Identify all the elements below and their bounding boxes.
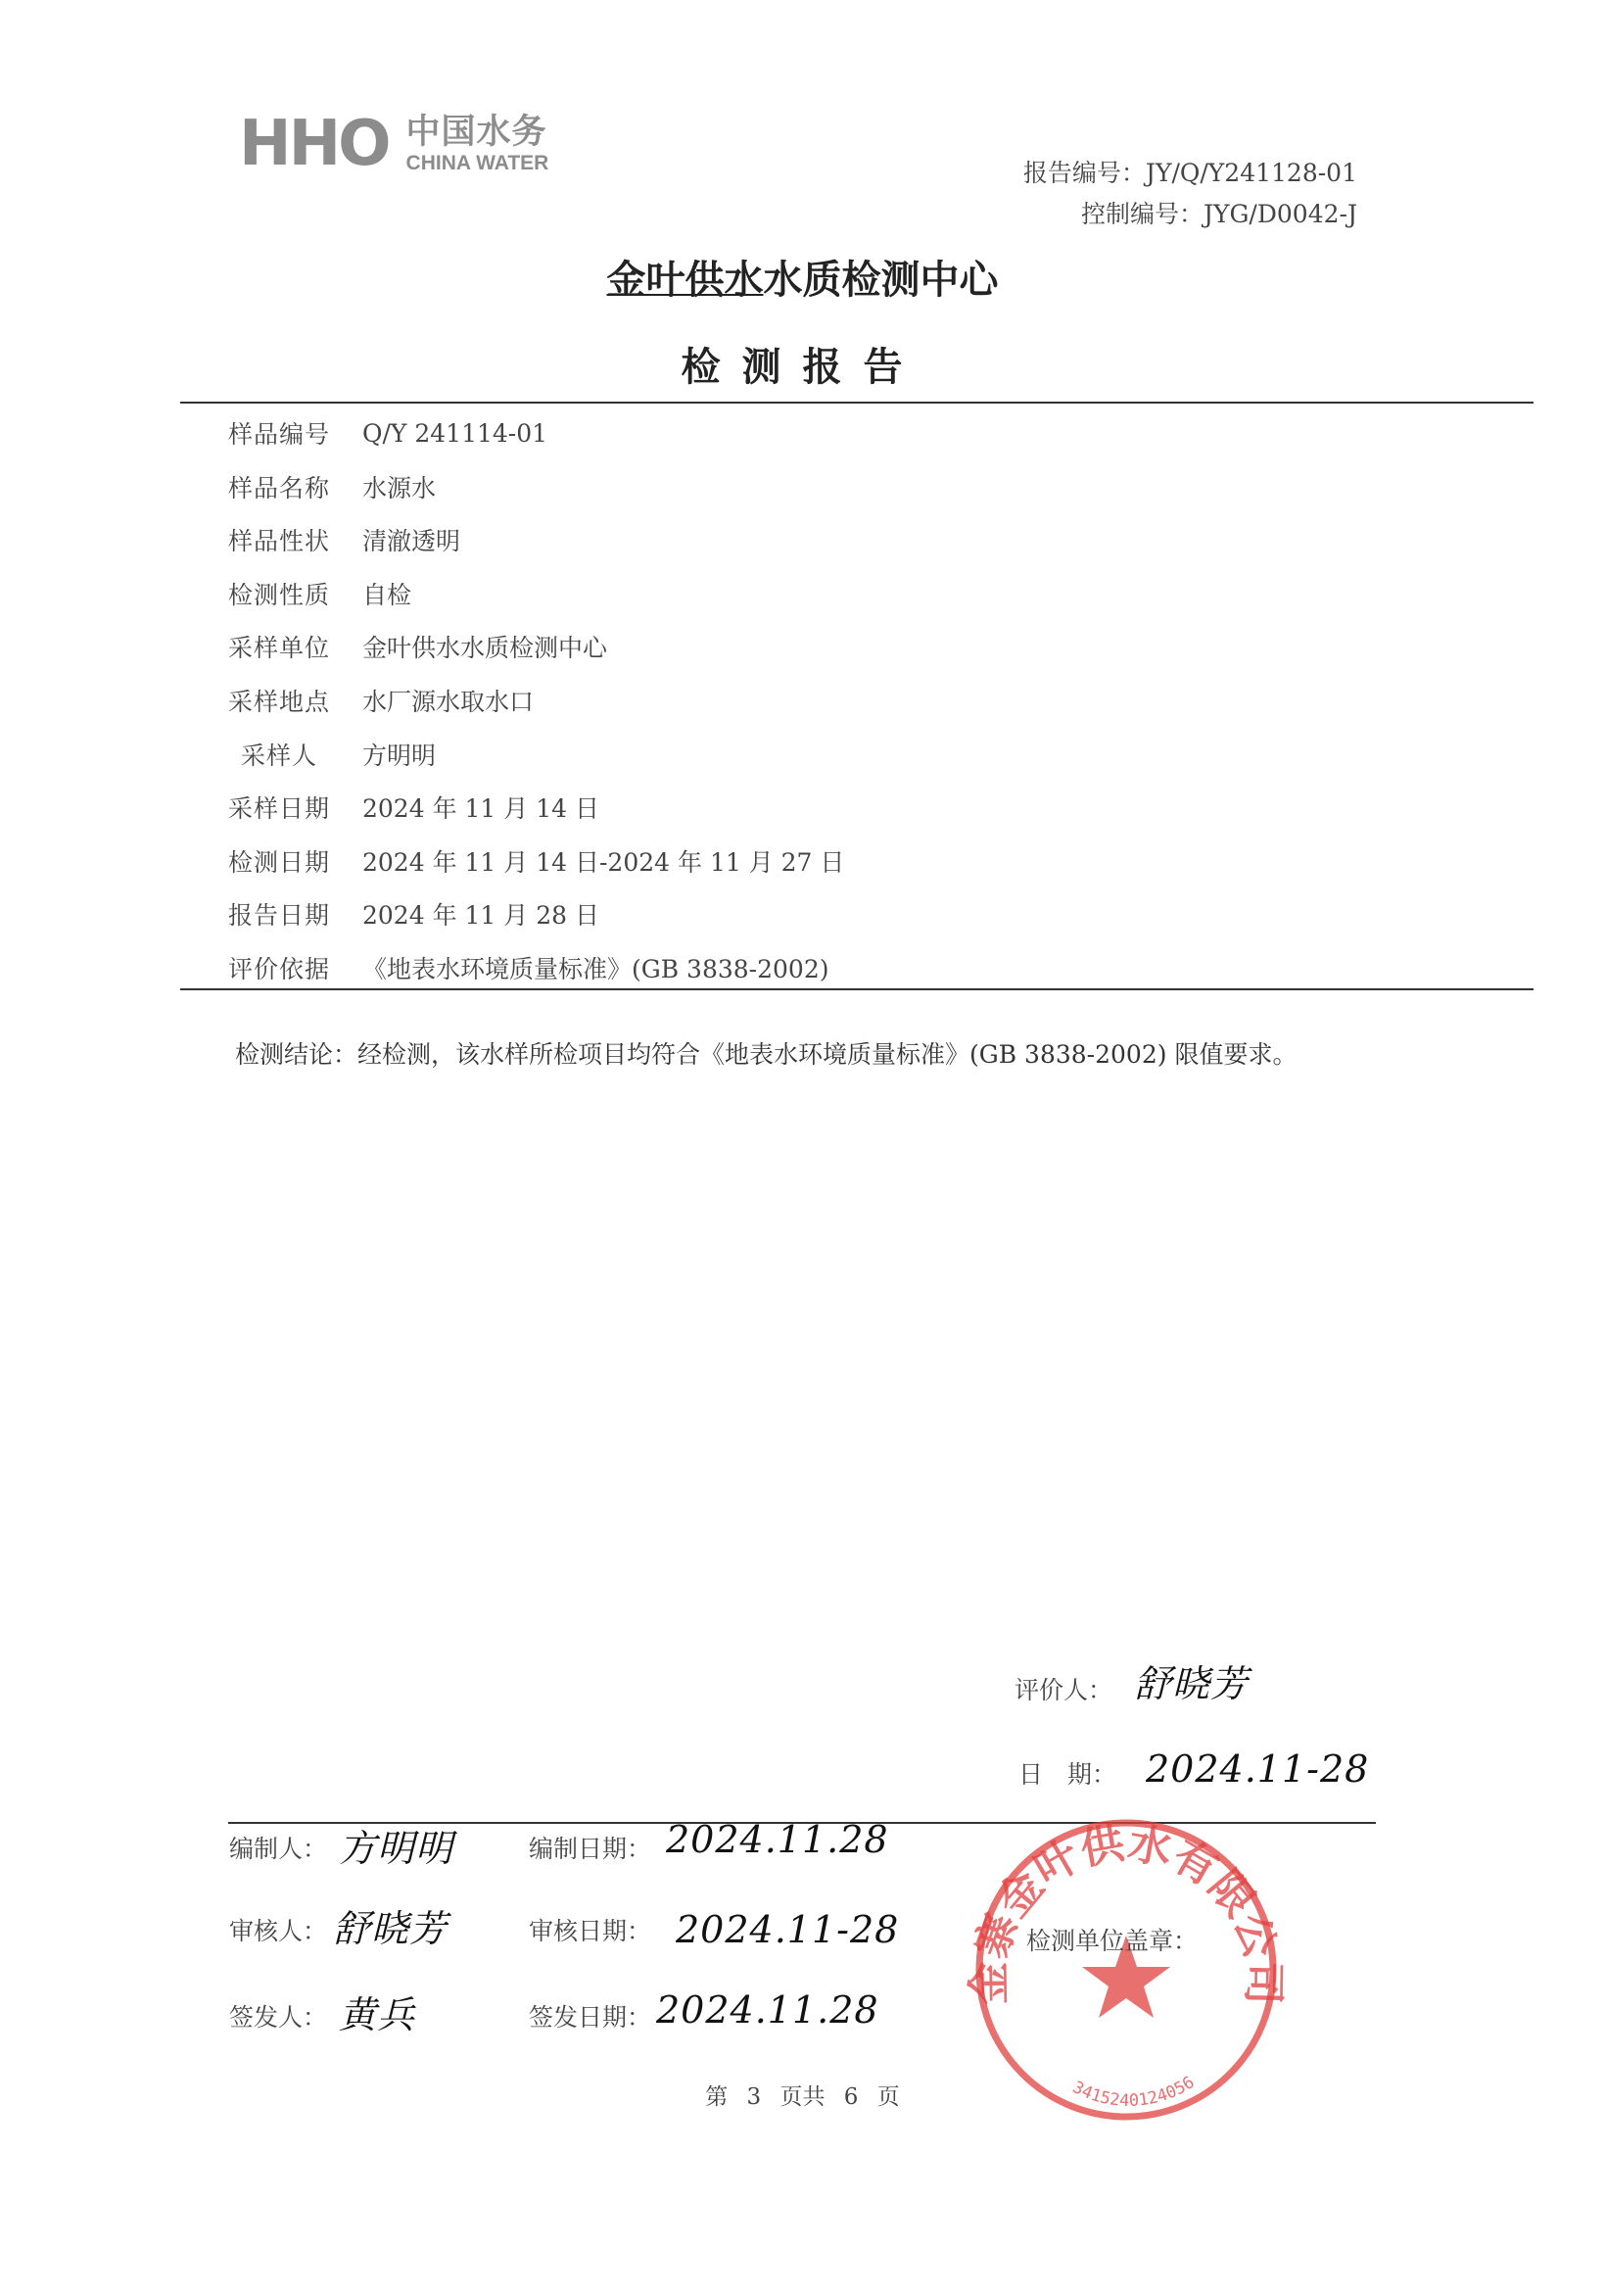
review-date: 2024.11-28 [676, 1908, 900, 1951]
control-number: 控制编号：JYG/D0042-J [1080, 200, 1357, 228]
issuer-label: 签发人： [229, 2003, 328, 2032]
info-row [196, 735, 436, 774]
logo-chinese: 中国水务 [405, 113, 547, 153]
organization-title [0, 249, 1605, 305]
info-value: 自检 [362, 581, 412, 609]
info-row [196, 627, 607, 666]
info-value: 2024 年 11 月 14 日-2024 年 11 月 27 日 [362, 848, 845, 877]
evaluation-date-label: 日 期： [1018, 1760, 1117, 1789]
evaluator-signature: 舒晓芳 [1134, 1662, 1250, 1705]
info-row [196, 948, 829, 987]
info-label: 样品编号 [227, 420, 330, 449]
info-row [196, 467, 436, 506]
issuer-signature: 黄兵 [339, 1993, 416, 2036]
reviewer-signature: 舒晓芳 [333, 1907, 448, 1950]
page-number: 第 3 页共 6 页 [705, 2084, 900, 2110]
editor-label: 编制人： [229, 1835, 328, 1863]
document-title: 检测报告 [681, 345, 924, 390]
info-row [196, 520, 460, 559]
info-label: 采样单位 [227, 634, 330, 662]
info-value: 2024 年 11 月 14 日 [362, 794, 599, 823]
info-label: 样品名称 [227, 474, 330, 502]
issue-date-label: 签发日期： [529, 2003, 652, 2032]
edit-date: 2024.11.28 [666, 1818, 889, 1861]
organization-title-underlined: 金叶供水 [606, 258, 764, 303]
evaluation-date: 2024.11-28 [1146, 1747, 1370, 1791]
issue-date: 2024.11.28 [656, 1988, 879, 2032]
top-divider [180, 402, 1534, 404]
seal-arc-text: 金寨金叶供水有限公司 [965, 1818, 1288, 2006]
info-value: 方明明 [362, 741, 437, 770]
info-value: 水厂源水取水口 [362, 688, 535, 716]
report-number: 报告编号：JY/Q/Y241128-01 [1022, 159, 1357, 187]
bottom-divider [180, 988, 1534, 990]
seal-code: 3415240124056 [1068, 2072, 1199, 2112]
info-row [196, 788, 599, 827]
info-row [196, 681, 534, 720]
info-value: 清澈透明 [362, 527, 461, 555]
info-value: 《地表水环境质量标准》(GB 3838-2002) [362, 955, 829, 983]
review-date-label: 审核日期： [529, 1917, 652, 1945]
info-row [196, 894, 599, 933]
editor-signature: 方明明 [339, 1827, 454, 1870]
logo-text [406, 114, 549, 174]
info-label: 检测性质 [227, 581, 330, 609]
test-conclusion: 检测结论：经检测，该水样所检项目均符合《地表水环境质量标准》(GB 3838-2002) 限值要求。 [235, 1040, 1298, 1069]
reviewer-label: 审核人： [229, 1917, 328, 1945]
info-row [196, 574, 411, 613]
info-label: 样品性状 [227, 527, 330, 555]
info-value: 金叶供水水质检测中心 [362, 634, 608, 662]
logo-mark: HHO [239, 108, 389, 180]
seal-label: 检测单位盖章： [1026, 1927, 1199, 1955]
info-value: 水源水 [362, 474, 437, 502]
info-value: 2024 年 11 月 28 日 [362, 901, 599, 930]
info-label: 采样日期 [227, 794, 330, 823]
edit-date-label: 编制日期： [529, 1835, 652, 1863]
info-row [196, 841, 844, 881]
organization-title-rest: 水质检测中心 [763, 258, 999, 303]
info-label: 采样地点 [227, 688, 330, 716]
company-logo [239, 108, 549, 180]
info-label: 采样人 [240, 741, 317, 770]
logo-english: CHINA WATER [405, 151, 549, 174]
info-value: Q/Y 241114-01 [362, 418, 548, 448]
info-row [196, 413, 547, 453]
evaluator-label: 评价人： [1015, 1676, 1113, 1704]
info-label: 报告日期 [227, 901, 330, 930]
info-label: 评价依据 [227, 955, 330, 983]
info-label: 检测日期 [227, 848, 330, 877]
